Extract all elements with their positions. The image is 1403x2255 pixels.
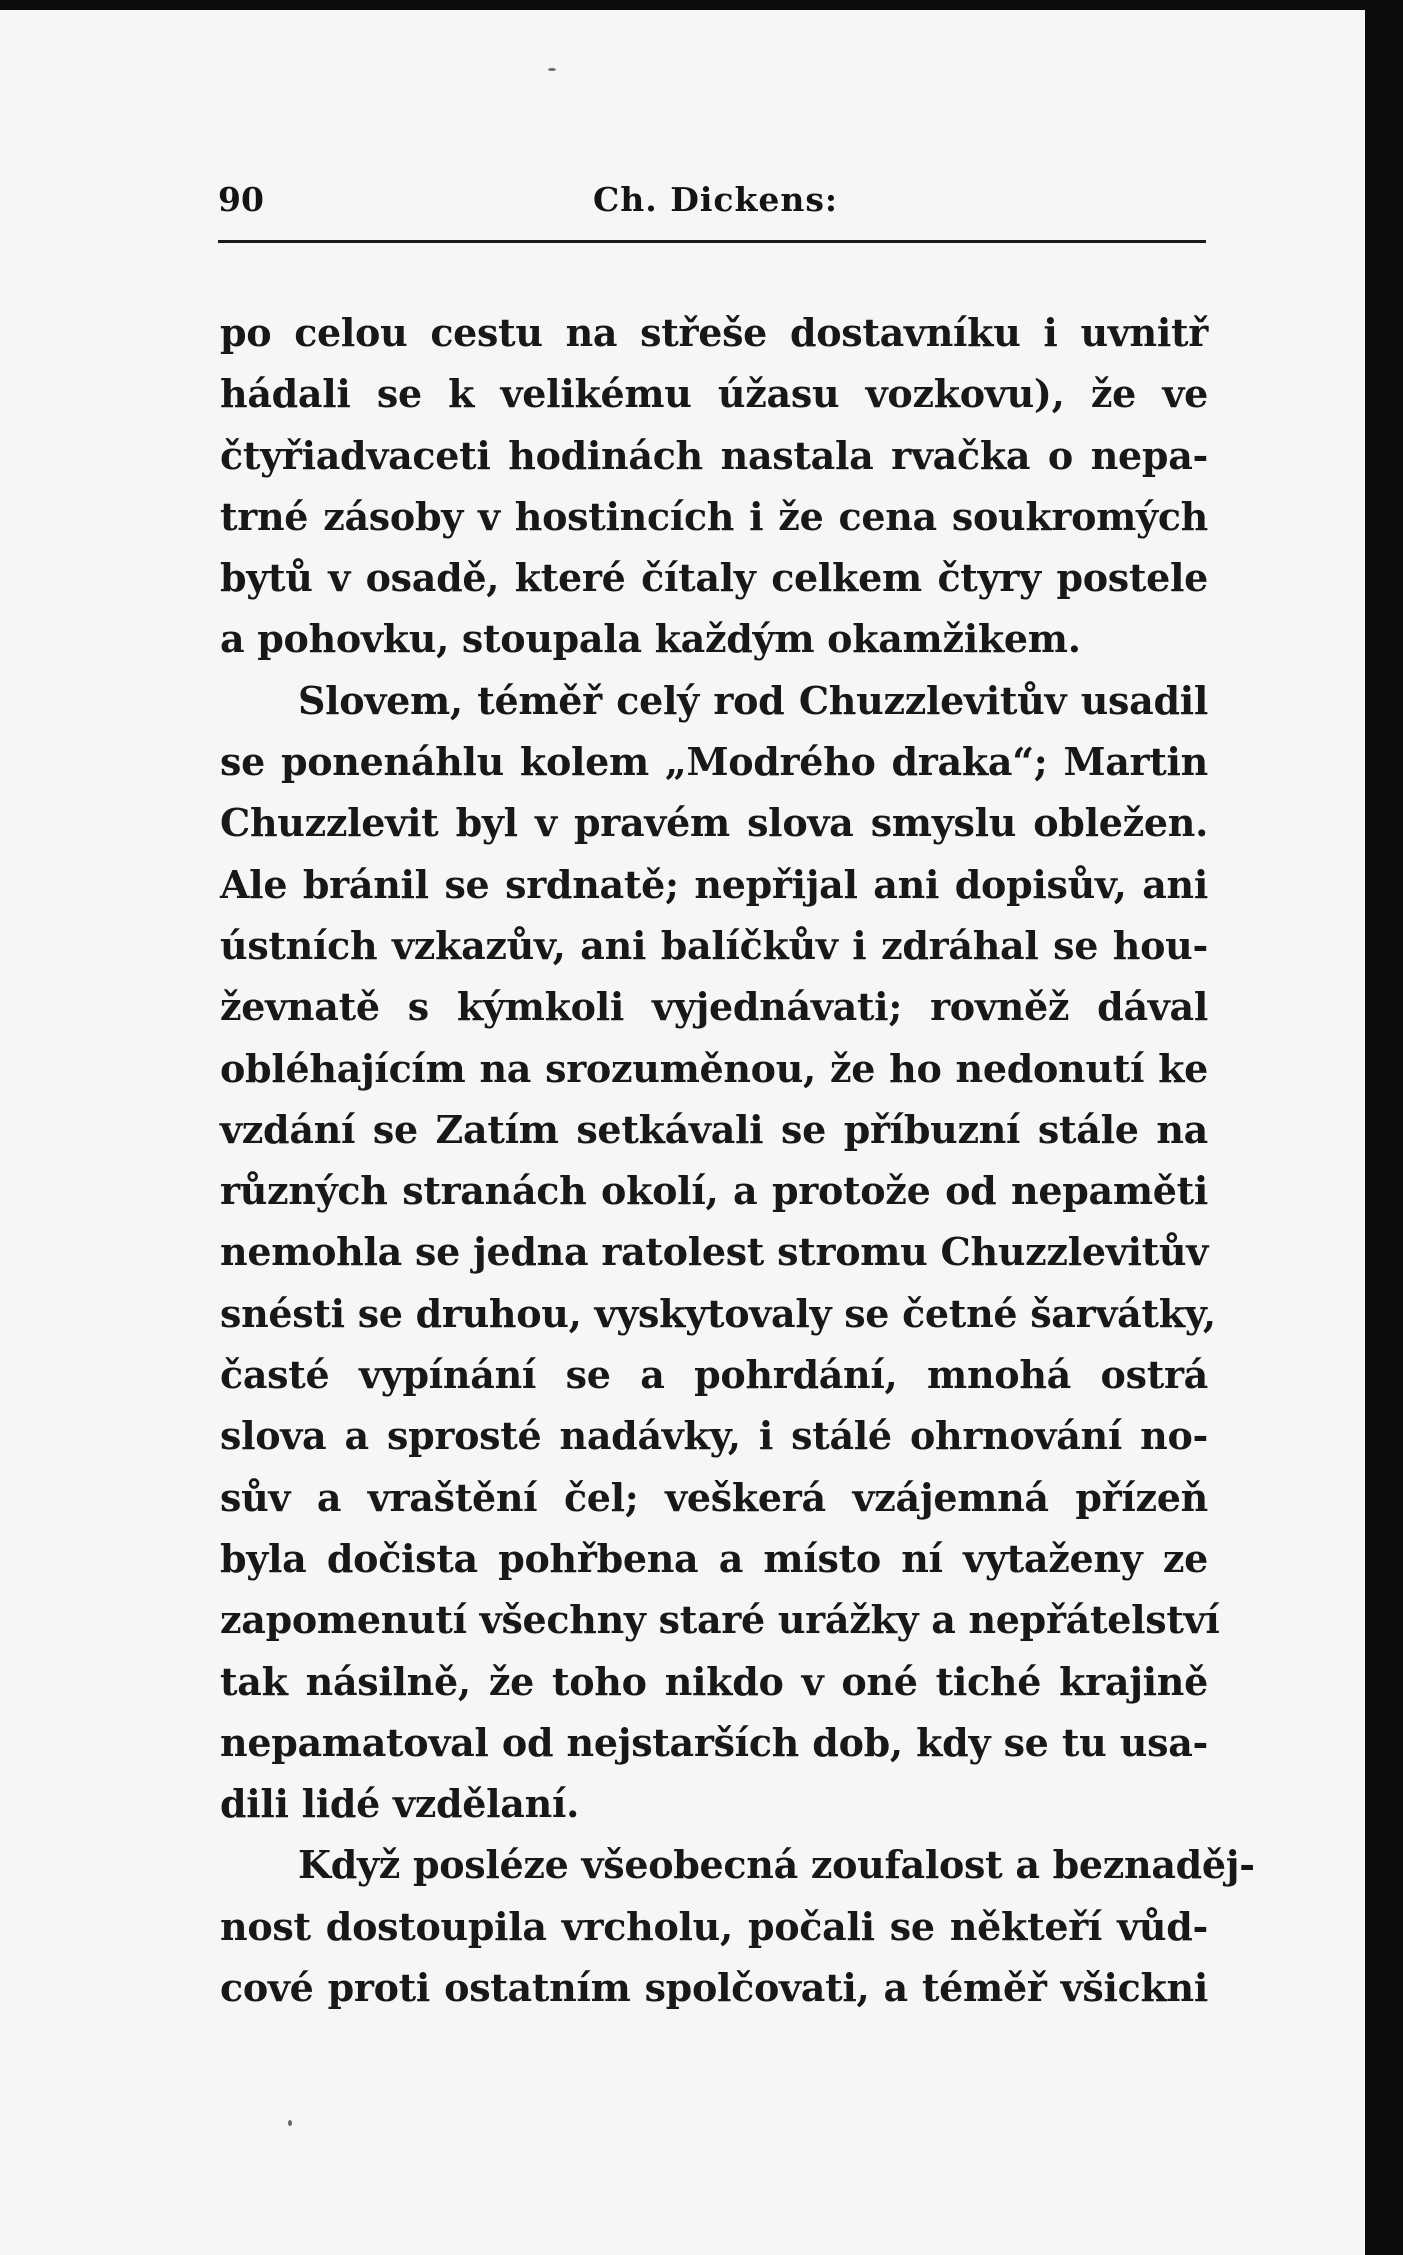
- text-line: zapomenutí všechny staré urážky a nepřátelství: [220, 1597, 1220, 1643]
- text-line: nemohla se jedna ratolest stromu Chuzzlevitův: [220, 1229, 1208, 1275]
- text-line: sův a vraštění čel; veškerá vzájemná přízeň: [220, 1474, 1208, 1520]
- text-line: bytů v osadě, které čítaly celkem čtyry postele: [220, 555, 1208, 601]
- text-line: dili lidé vzdělaní.: [220, 1781, 580, 1827]
- text-line: Když posléze všeobecná zoufalost a beznaděj-: [298, 1842, 1255, 1888]
- text-line: cové proti ostatním spolčovati, a téměř všickni: [220, 1965, 1208, 2011]
- text-line: hádali se k velikému úžasu vozkovu), že ve: [220, 371, 1208, 417]
- page-header: [218, 170, 1208, 220]
- text-line: ústních vzkazův, ani balíčkův i zdráhal se hou-: [220, 922, 1208, 968]
- text-line: Ale bránil se srdnatě; nepřijal ani dopisův, ani: [220, 861, 1208, 907]
- text-line: čtyřiadvaceti hodinách nastala rvačka o nepa-: [220, 432, 1208, 478]
- text-line: snésti se druhou, vyskytovaly se četné šarvátky,: [220, 1290, 1216, 1336]
- body-text: [220, 302, 1255, 2018]
- text-line: nost dostoupila vrcholu, počali se někteří vůd-: [220, 1903, 1208, 1949]
- text-line: se ponenáhlu kolem „Modrého draka“; Martin: [220, 739, 1208, 785]
- text-line: po celou cestu na střeše dostavníku i uvnitř: [220, 310, 1208, 355]
- page-number: 90: [218, 180, 264, 219]
- text-line: nepamatoval od nejstarších dob, kdy se tu usa-: [220, 1719, 1208, 1765]
- text-line: tak násilně, že toho nikdo v oné tiché krajině: [220, 1658, 1208, 1704]
- paper-speck: [548, 68, 556, 71]
- text-line: trné zásoby v hostincích i že cena soukromých: [220, 493, 1208, 539]
- header-rule: [218, 240, 1206, 243]
- text-line: Slovem, téměř celý rod Chuzzlevitův usadil: [298, 677, 1208, 723]
- text-line: byla dočista pohřbena a místo ní vytaženy ze: [220, 1535, 1208, 1581]
- text-line: vzdání se Zatím setkávali se příbuzní stále na: [220, 1106, 1208, 1152]
- text-line: časté vypínání se a pohrdání, mnohá ostrá: [220, 1352, 1208, 1398]
- book-page: [0, 10, 1365, 2255]
- paper-speck: [288, 2120, 292, 2126]
- text-line: obléhajícím na srozuměnou, že ho nedonutí ke: [220, 1045, 1208, 1091]
- text-line: různých stranách okolí, a protože od nepaměti: [220, 1168, 1208, 1214]
- text-line: a pohovku, stoupala každým okamžikem.: [220, 616, 1081, 662]
- running-title: Ch. Dickens:: [593, 180, 839, 219]
- text-line: slova a sprosté nadávky, i stálé ohrnování no-: [220, 1413, 1208, 1459]
- text-line: Chuzzlevit byl v pravém slova smyslu obležen.: [220, 800, 1208, 846]
- text-line: ževnatě s kýmkoli vyjednávati; rovněž dával: [220, 984, 1208, 1030]
